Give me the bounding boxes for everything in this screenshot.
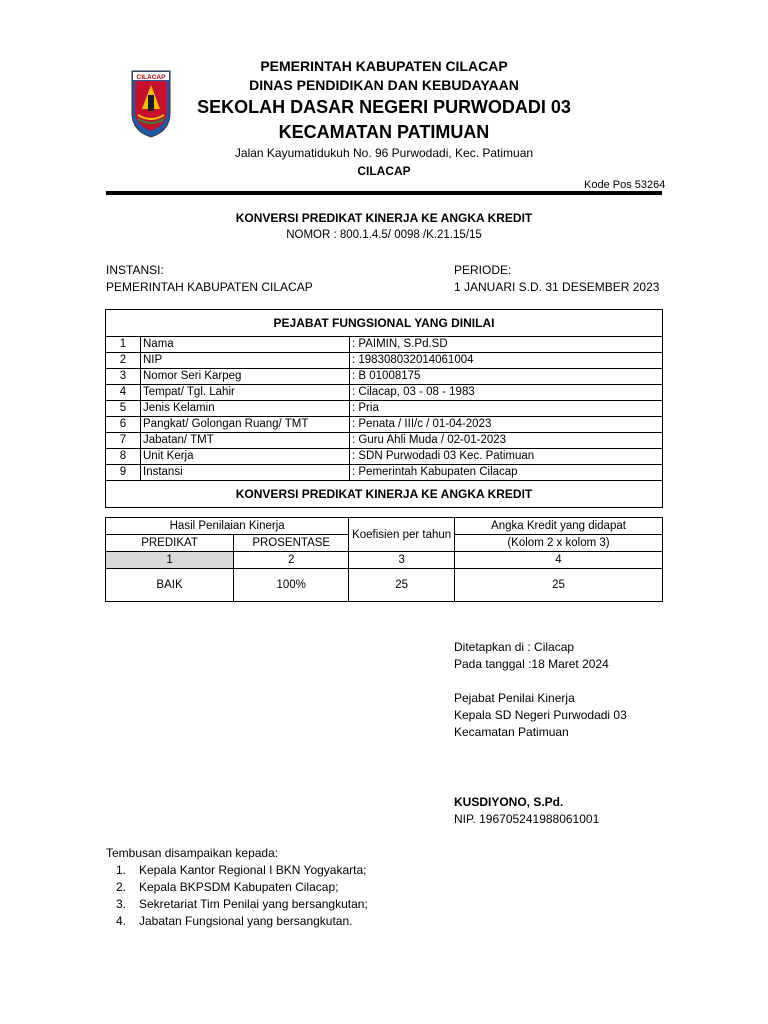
header-department: DINAS PENDIDIKAN DAN KEBUDAYAAN bbox=[249, 77, 519, 93]
row-label: Nomor Seri Karpeg bbox=[141, 369, 350, 385]
instansi-label: INSTANSI: bbox=[106, 263, 164, 277]
row-value: : Pria bbox=[350, 401, 663, 417]
koefisien-value: 25 bbox=[349, 569, 455, 602]
table-row bbox=[106, 569, 663, 602]
table-row bbox=[106, 449, 663, 465]
list-item-number: 4. bbox=[116, 914, 127, 928]
row-number: 4 bbox=[106, 385, 141, 401]
row-label: Tempat/ Tgl. Lahir bbox=[141, 385, 350, 401]
header-district: KECAMATAN PATIMUAN bbox=[278, 122, 490, 142]
list-item-number: 1. bbox=[116, 863, 127, 877]
list-item: Kepala BKPSDM Kabupaten Cilacap; bbox=[139, 880, 339, 894]
prosentase-header: PROSENTASE bbox=[234, 535, 349, 552]
row-number: 7 bbox=[106, 433, 141, 449]
column-number: 2 bbox=[234, 552, 349, 569]
row-value: : 198308032014061004 bbox=[350, 353, 663, 369]
table-row bbox=[106, 465, 663, 481]
header-school: SEKOLAH DASAR NEGERI PURWODADI 03 bbox=[197, 97, 571, 117]
konversi-header-row bbox=[106, 518, 663, 535]
table-row bbox=[106, 417, 663, 433]
table-row bbox=[106, 385, 663, 401]
pejabat-heading-row bbox=[106, 310, 663, 337]
konversi-heading-row bbox=[106, 481, 663, 508]
list-item-number: 2. bbox=[116, 880, 127, 894]
row-value: : Pemerintah Kabupaten Cilacap bbox=[350, 465, 663, 481]
angka-kredit-value: 25 bbox=[454, 569, 662, 602]
periode-label: PERIODE: bbox=[454, 263, 512, 277]
pada-tanggal: Pada tanggal :18 Maret 2024 bbox=[454, 657, 609, 671]
ditetapkan-di: Ditetapkan di : Cilacap bbox=[454, 640, 575, 654]
column-number: 3 bbox=[349, 552, 455, 569]
row-number: 6 bbox=[106, 417, 141, 433]
document-title: KONVERSI PREDIKAT KINERJA KE ANGKA KREDIT bbox=[235, 211, 533, 225]
predikat-value: BAIK bbox=[106, 569, 234, 602]
row-number: 9 bbox=[106, 465, 141, 481]
predikat-header: PREDIKAT bbox=[106, 535, 234, 552]
column-number-row bbox=[106, 552, 663, 569]
row-number: 8 bbox=[106, 449, 141, 465]
table-row bbox=[106, 401, 663, 417]
signer-name: KUSDIYONO, S.Pd. bbox=[454, 795, 564, 809]
row-number: 2 bbox=[106, 353, 141, 369]
row-label: NIP bbox=[141, 353, 350, 369]
signer-nip: NIP. 196705241988061001 bbox=[454, 812, 600, 826]
logo-text: CILACAP bbox=[136, 74, 166, 81]
table-row bbox=[106, 337, 663, 353]
row-label: Jenis Kelamin bbox=[141, 401, 350, 417]
row-number: 3 bbox=[106, 369, 141, 385]
header-government: PEMERINTAH KABUPATEN CILACAP bbox=[260, 58, 508, 74]
column-number: 1 bbox=[106, 552, 234, 569]
hasil-penilaian-header: Hasil Penilaian Kinerja bbox=[106, 518, 349, 535]
list-item: Kepala Kantor Regional I BKN Yogyakarta; bbox=[139, 863, 367, 877]
postal-code: Kode Pos 53264 bbox=[584, 179, 666, 191]
kolom-formula-header: (Kolom 2 x kolom 3) bbox=[454, 535, 662, 552]
row-label: Pangkat/ Golongan Ruang/ TMT bbox=[141, 417, 350, 433]
prosentase-value: 100% bbox=[234, 569, 349, 602]
row-value: : SDN Purwodadi 03 Kec. Patimuan bbox=[350, 449, 663, 465]
column-number: 4 bbox=[454, 552, 662, 569]
row-label: Jabatan/ TMT bbox=[141, 433, 350, 449]
pejabat-heading: PEJABAT FUNGSIONAL YANG DINILAI bbox=[106, 310, 663, 337]
list-item: Sekretariat Tim Penilai yang bersangkutan; bbox=[139, 897, 368, 911]
header-city: CILACAP bbox=[357, 164, 411, 178]
row-label: Instansi bbox=[141, 465, 350, 481]
row-value: : PAIMIN, S.Pd.SD bbox=[350, 337, 663, 353]
document-number: NOMOR : 800.1.4.5/ 0098 /K.21.15/15 bbox=[286, 229, 482, 241]
header-divider bbox=[106, 191, 662, 195]
signer-role-1: Pejabat Penilai Kinerja bbox=[454, 691, 575, 705]
row-label: Unit Kerja bbox=[141, 449, 350, 465]
table-row bbox=[106, 369, 663, 385]
periode-value: 1 JANUARI S.D. 31 DESEMBER 2023 bbox=[454, 280, 660, 294]
angka-kredit-header: Angka Kredit yang didapat bbox=[454, 518, 662, 535]
row-number: 5 bbox=[106, 401, 141, 417]
row-value: : Penata / III/c / 01-04-2023 bbox=[350, 417, 663, 433]
row-value: : Cilacap, 03 - 08 - 1983 bbox=[350, 385, 663, 401]
table-row bbox=[106, 353, 663, 369]
header-address: Jalan Kayumatidukuh No. 96 Purwodadi, Kec. Patimuan bbox=[234, 146, 534, 160]
konversi-table bbox=[105, 517, 663, 602]
instansi-value: PEMERINTAH KABUPATEN CILACAP bbox=[106, 280, 313, 294]
koefisien-header: Koefisien per tahun bbox=[349, 518, 455, 552]
row-label: Nama bbox=[141, 337, 350, 353]
table-row bbox=[106, 433, 663, 449]
row-number: 1 bbox=[106, 337, 141, 353]
row-value: : B 01008175 bbox=[350, 369, 663, 385]
pejabat-table bbox=[105, 309, 663, 508]
list-item: Jabatan Fungsional yang bersangkutan. bbox=[139, 914, 353, 928]
signer-role-2: Kepala SD Negeri Purwodadi 03 bbox=[454, 708, 627, 722]
konversi-heading: KONVERSI PREDIKAT KINERJA KE ANGKA KREDIT bbox=[106, 481, 663, 508]
row-value: : Guru Ahli Muda / 02-01-2023 bbox=[350, 433, 663, 449]
tembusan-label: Tembusan disampaikan kepada: bbox=[106, 846, 279, 860]
list-item-number: 3. bbox=[116, 897, 127, 911]
signer-role-3: Kecamatan Patimuan bbox=[454, 725, 569, 739]
